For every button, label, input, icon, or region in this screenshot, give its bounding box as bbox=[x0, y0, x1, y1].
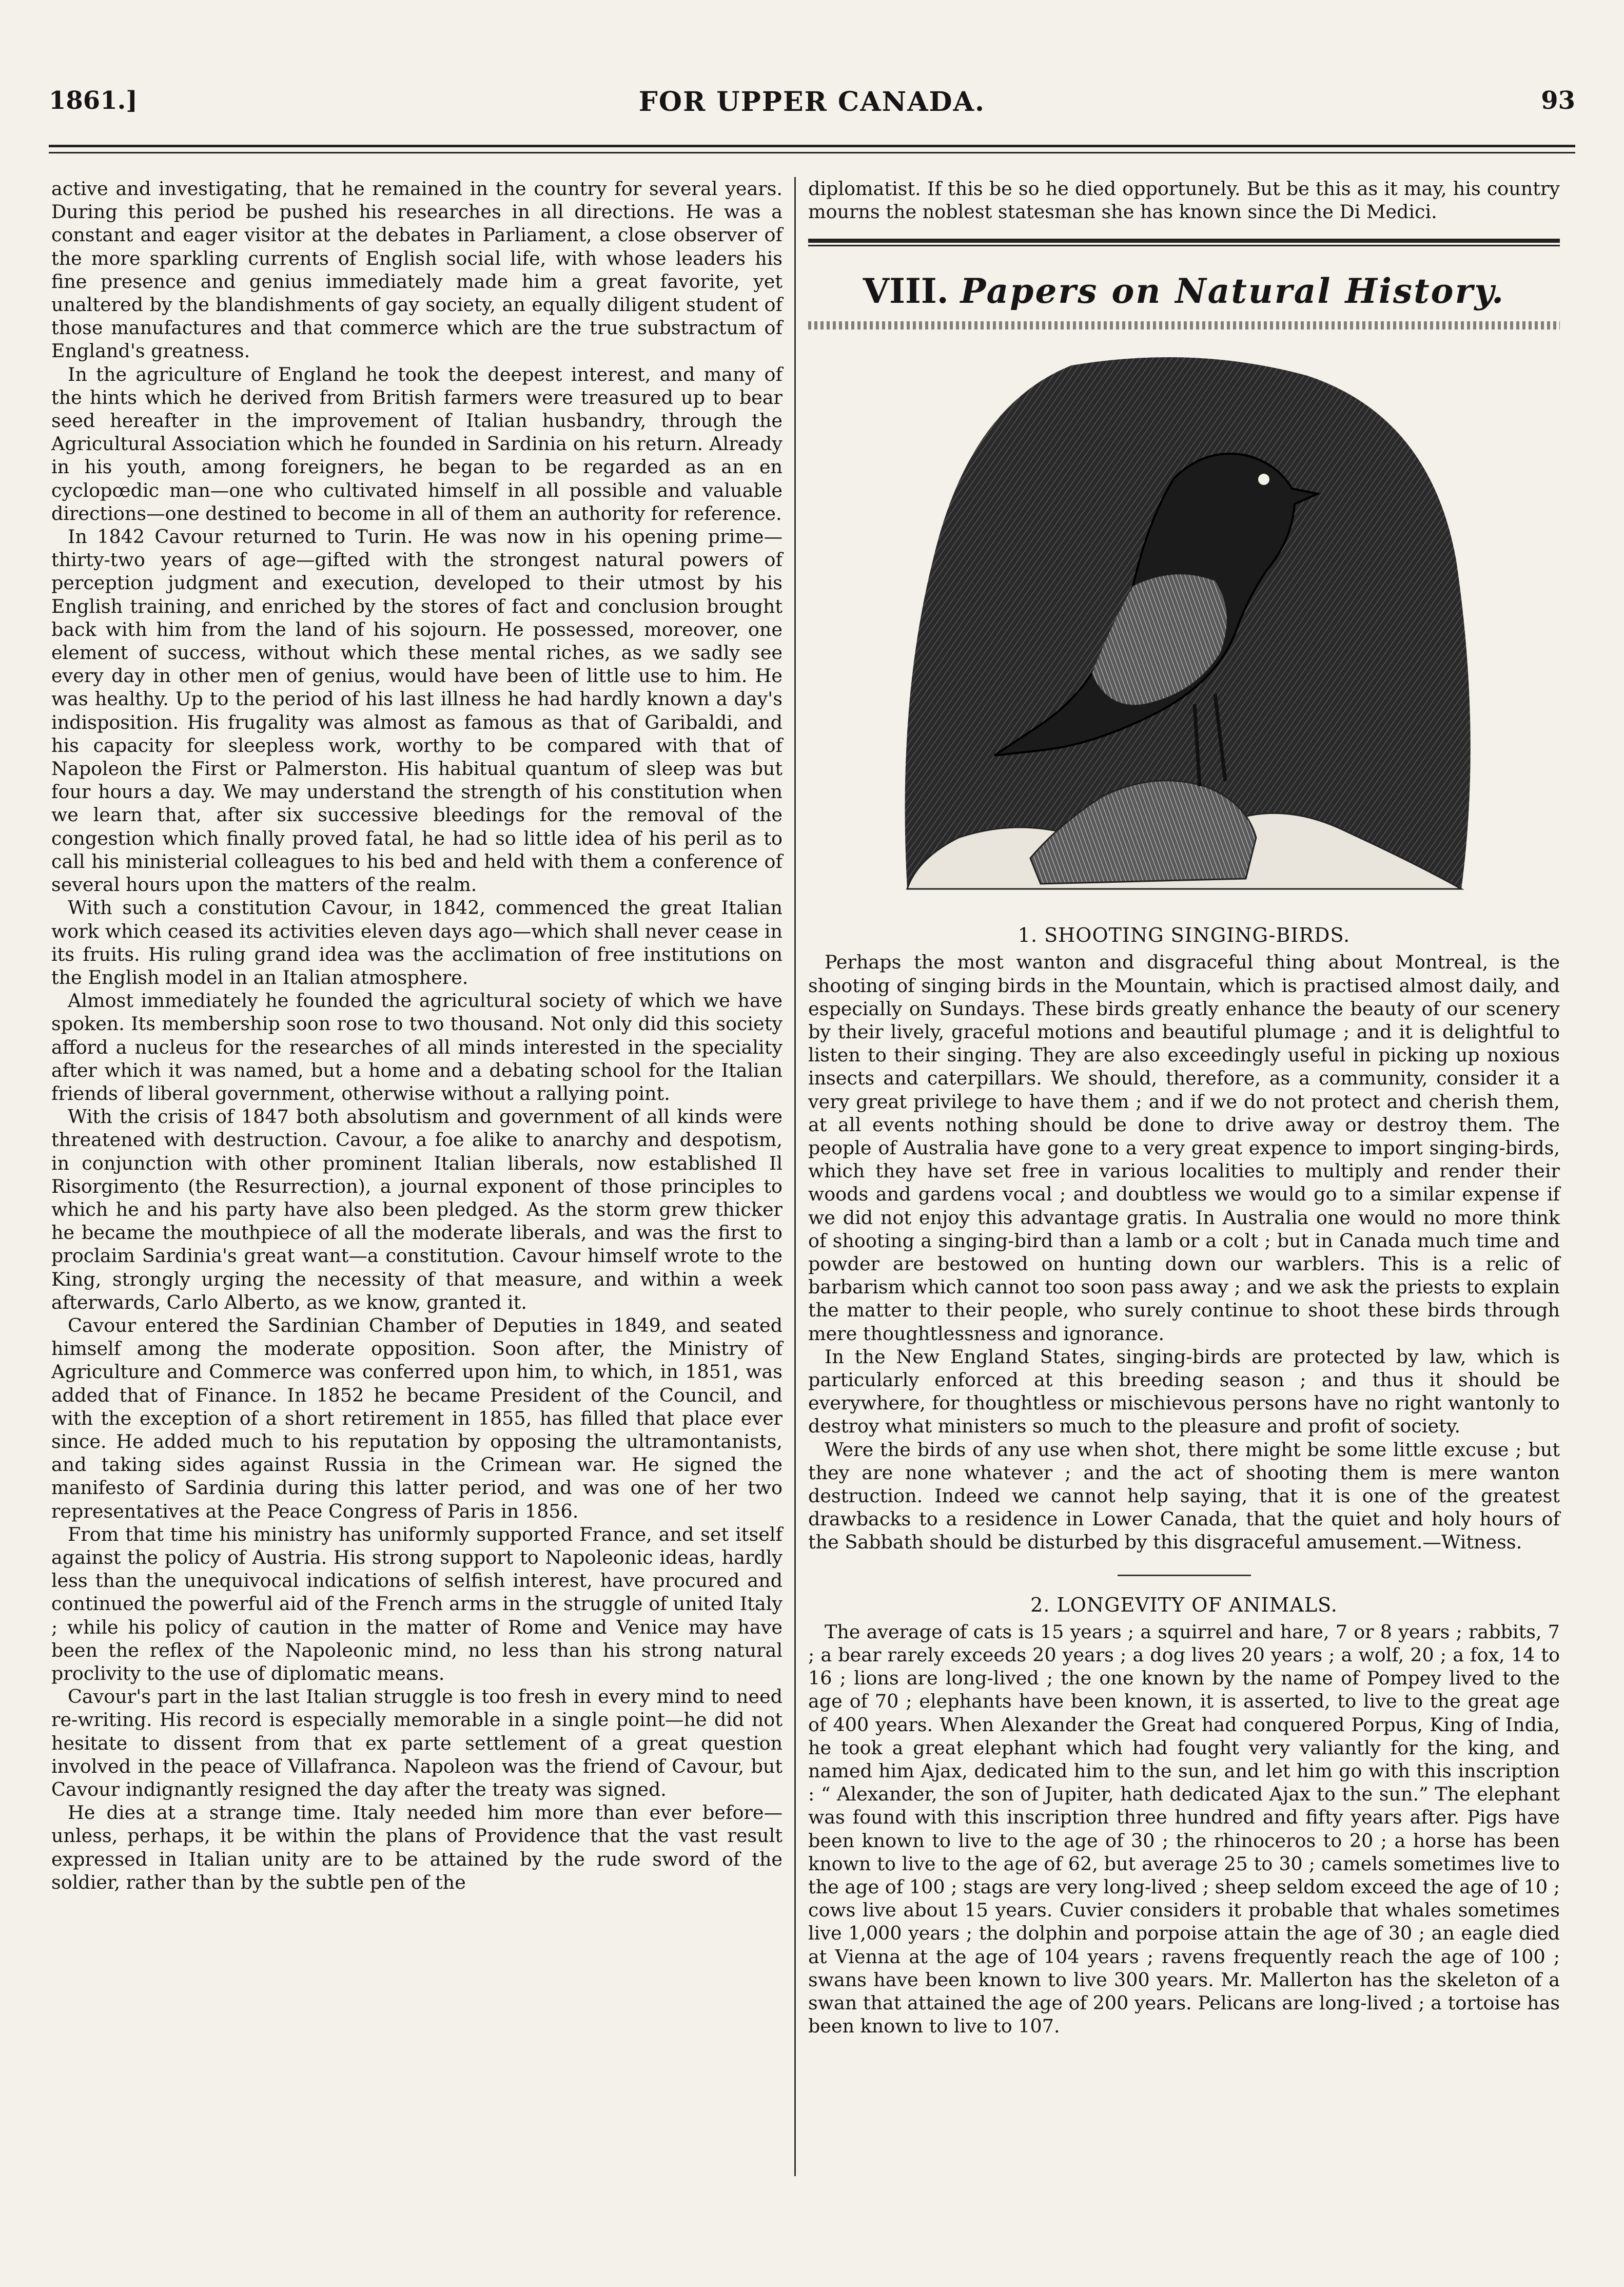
section-title: Papers on Natural History. bbox=[960, 271, 1505, 312]
paragraph: In the agriculture of England he took the deepest interest, and many of the hints which he derived from British farmers were treasured up to bear seed hereafter in the improvement of Italian husbandry, through the Agricultural Association which he founded in Sardinia on his return. Already in his youth, among foreigners, he began to be regarded as an en cyclopœdic man—one who cultivated himself in all possible and valuable directions—one destined to become in all of them an authority for reference. bbox=[51, 363, 782, 525]
paragraph: active and investigating, that he remained in the country for several years. During this period be pushed his researches in all directions. He was a constant and eager visitor at the debates in Parliament, a close observer of the more sparkling currents of English social life, with whose leaders his fine presence and genius immediately made him a great favorite, yet unaltered by the blandishments of gay society, an equally diligent student of those manufactures and that commerce which are the true substractum of England's greatness. bbox=[51, 178, 782, 362]
paragraph: From that time his ministry has uniformly supported France, and set itself against the policy of Austria. His strong support to Napoleonic ideas, hardly less than the unequivocal indications of selfish interest, have procured and continued the powerful aid of the French arms in the struggle of united Italy ; while his policy of caution in the matter of Rome and Venice may have been the reflex of the Napoleonic mind, no less than his strong natural proclivity to the use of diplomatic means. bbox=[51, 1523, 782, 1684]
paragraph: With such a constitution Cavour, in 1842, commenced the great Italian work which ceased its activities eleven days ago—which shall never cease in its fruits. His ruling grand idea was the acclimation of free institutions on the English model in an Italian atmosphere. bbox=[51, 897, 782, 989]
header-title: FOR UPPER CANADA. bbox=[638, 86, 986, 118]
header-rule bbox=[49, 145, 1575, 147]
paragraph: In 1842 Cavour returned to Turin. He was now in his opening prime—thirty-two years of age—gifted with the strongest natural powers of perception judgment and execution, developed to their utmost by his English training, and enriched by the stores of fact and conclusion brought back with him from the land of his sojourn. He possessed, moreover, one element of success, without which these mental riches, as we sadly see every day in other men of genius, would have been of little use to him. He was healthy. Up to the period of his last illness he had hardly known a day's indisposition. His frugality was almost as famous as that of Garibaldi, and his capacity for sleepless work, worthy to be compared with that of Napoleon the First or Palmerston. His habitual quantum of sleep was but four hours a day. We may understand the strength of his constitution when we learn that, after six successive bleedings for the removal of the congestion which finally proved fatal, he had so little idea of his peril as to call his ministerial colleagues to his bed and held with them a conference of several hours upon the matters of the realm. bbox=[51, 526, 782, 896]
section-number: VIII. bbox=[863, 271, 949, 312]
section-heading bbox=[808, 271, 1560, 311]
article-separator bbox=[1118, 1575, 1251, 1576]
paragraph: Cavour's part in the last Italian struggle is too fresh in every mind to need re-writing. His record is especially memorable in a single point—he did not hesitate to dissent from that ex parte settlement of a great question involved in the peace of Villafranca. Napoleon was the friend of Cavour, but Cavour indignantly resigned the day after the treaty was signed. bbox=[51, 1685, 782, 1801]
decorative-rule bbox=[808, 321, 1560, 330]
paragraph: Almost immediately he founded the agricultural society of which we have spoken. Its membership soon rose to two thousand. Not only did this society afford a nucleus for the researches of all minds interested in the speciality after which it was named, but a home and a debating school for the Italian friends of liberal government, otherwise without a rallying point. bbox=[51, 990, 782, 1104]
right-column bbox=[808, 177, 1560, 2038]
paragraph: Were the birds of any use when shot, there might be some little excuse ; but they are none whatever ; and the act of shooting them is mere wanton destruction. Indeed we cannot help saying, that it is one of the greatest drawbacks to a residence in Lower Canada, that the quiet and holy hours of the Sabbath should be disturbed by this disgraceful amusement.—Witness. bbox=[808, 1438, 1560, 1554]
paragraph: In the New England States, singing-birds are protected by law, which is particularly enforced at this breeding season ; and thus it should be everywhere, for thoughtless or mischievous persons have no right wantonly to destroy what ministers so much to the pleasure and profit of society. bbox=[808, 1345, 1560, 1438]
article-heading: 2. LONGEVITY OF ANIMALS. bbox=[1030, 1593, 1338, 1616]
paragraph: Perhaps the most wanton and disgraceful thing about Montreal, is the shooting of singing birds in the Mountain, which is practised almost daily, and especially on Sundays. These birds greatly enhance the beauty of our scenery by their lively, graceful motions and beautiful plumage ; and it is delightful to listen to their singing. They are also exceedingly useful in picking up noxious insects and caterpillars. We should, therefore, as a community, consider it a very great privilege to have them ; and if we do not protect and cherish them, at all events nothing should be done to drive away or destroy them. The people of Australia have gone to a very great expence to import singing-birds, which they have set free in various localities to multiply and render their woods and gardens vocal ; and doubtless we would go to a similar expense if we did not enjoy this advantage gratis. In Australia one would no more think of shooting a singing-bird than a lamb or a colt ; but in Canada much time and powder are bestowed on hunting down our warblers. This is a relic of barbarism which cannot too soon pass away ; and we ask the priests to explain the matter to their people, who surely continue to shoot these birds through mere thoughtlessness and ignorance. bbox=[808, 951, 1560, 1345]
paragraph: The average of cats is 15 years ; a squirrel and hare, 7 or 8 years ; rabbits, 7 ; a bear rarely exceeds 20 years ; a dog lives 20 years ; a wolf, 20 ; a fox, 14 to 16 ; lions are long-lived ; the one known by the name of Pompey lived to the age of 70 ; elephants have been known, it is asserted, to live to the great age of 400 years. When Alexander the Great had conquered Porpus, King of India, he took a great elephant which had fought very valiantly for the king, and named him Ajax, dedicated him to the sun, and let him go with this inscription : “ Alexander, the son of Jupiter, hath dedicated Ajax to the sun.” The elephant was found with this inscription three hundred and fifty years after. Pigs have been known to live to the age of 30 ; the rhinoceros to 20 ; a horse has been known to live to the age of 62, but average 25 to 30 ; camels sometimes live to the age of 100 ; stags are very long-lived ; sheep seldom exceed the age of 10 ; cows live about 15 years. Cuvier considers it probable that whales sometimes live 1,000 years ; the dolphin and porpoise attain the age of 30 ; an eagle died at Vienna at the age of 104 years ; ravens frequently reach the age of 100 ; swans have been known to live 300 years. Mr. Mallerton has the skeleton of a swan that attained the age of 200 years. Pelicans are long-lived ; a tortoise has been known to live to 107. bbox=[808, 1620, 1560, 2038]
header-year: 1861.] bbox=[49, 86, 138, 115]
page-number: 93 bbox=[1541, 86, 1575, 115]
paragraph: With the crisis of 1847 both absolutism and government of all kinds were threatened with destruction. Cavour, a foe alike to anarchy and despotism, in conjunction with other prominent Italian liberals, now established Il Risorgimento (the Resurrection), a journal exponent of those principles to which he and his party have also been pledged. As the storm grew thicker he became the mouthpiece of all the moderate liberals, and was the first to proclaim Sardinia's great want—a constitution. Cavour himself wrote to the King, strongly urging the necessity of that measure, and within a week afterwards, Carlo Alberto, as we know, granted it. bbox=[51, 1106, 782, 1313]
paragraph: He dies at a strange time. Italy needed him more than ever before—unless, perhaps, it be within the plans of Providence that the vast result expressed in Italian unity are to be attained by the rude sword of the soldier, rather than by the subtle pen of the bbox=[51, 1801, 782, 1893]
left-column bbox=[51, 177, 782, 1894]
bird-illustration bbox=[887, 345, 1482, 904]
continuation-paragraph: diplomatist. If this be so he died opportunely. But be this as it may, his country mourns the noblest statesman she has known since the Di Medici. bbox=[808, 178, 1560, 223]
running-header bbox=[49, 86, 1575, 132]
column-divider bbox=[794, 177, 796, 2176]
article-heading: 1. SHOOTING SINGING-BIRDS. bbox=[1018, 924, 1351, 947]
section-rule bbox=[808, 239, 1560, 246]
paragraph: Cavour entered the Sardinian Chamber of Deputies in 1849, and seated himself among the moderate opposition. Soon after, the Ministry of Agriculture and Commerce was conferred upon him, to which, in 1851, was added that of Finance. In 1852 he became President of the Council, and with the exception of a short retirement in 1855, has filled that place ever since. He added much to his reputation by opposing the ultramontanists, and taking sides against Russia in the Crimean war. He signed the manifesto of Sardinia during this latter period, and was one of her two representatives at the Peace Congress of Paris in 1856. bbox=[51, 1314, 782, 1522]
header-rule-thin bbox=[49, 152, 1575, 153]
